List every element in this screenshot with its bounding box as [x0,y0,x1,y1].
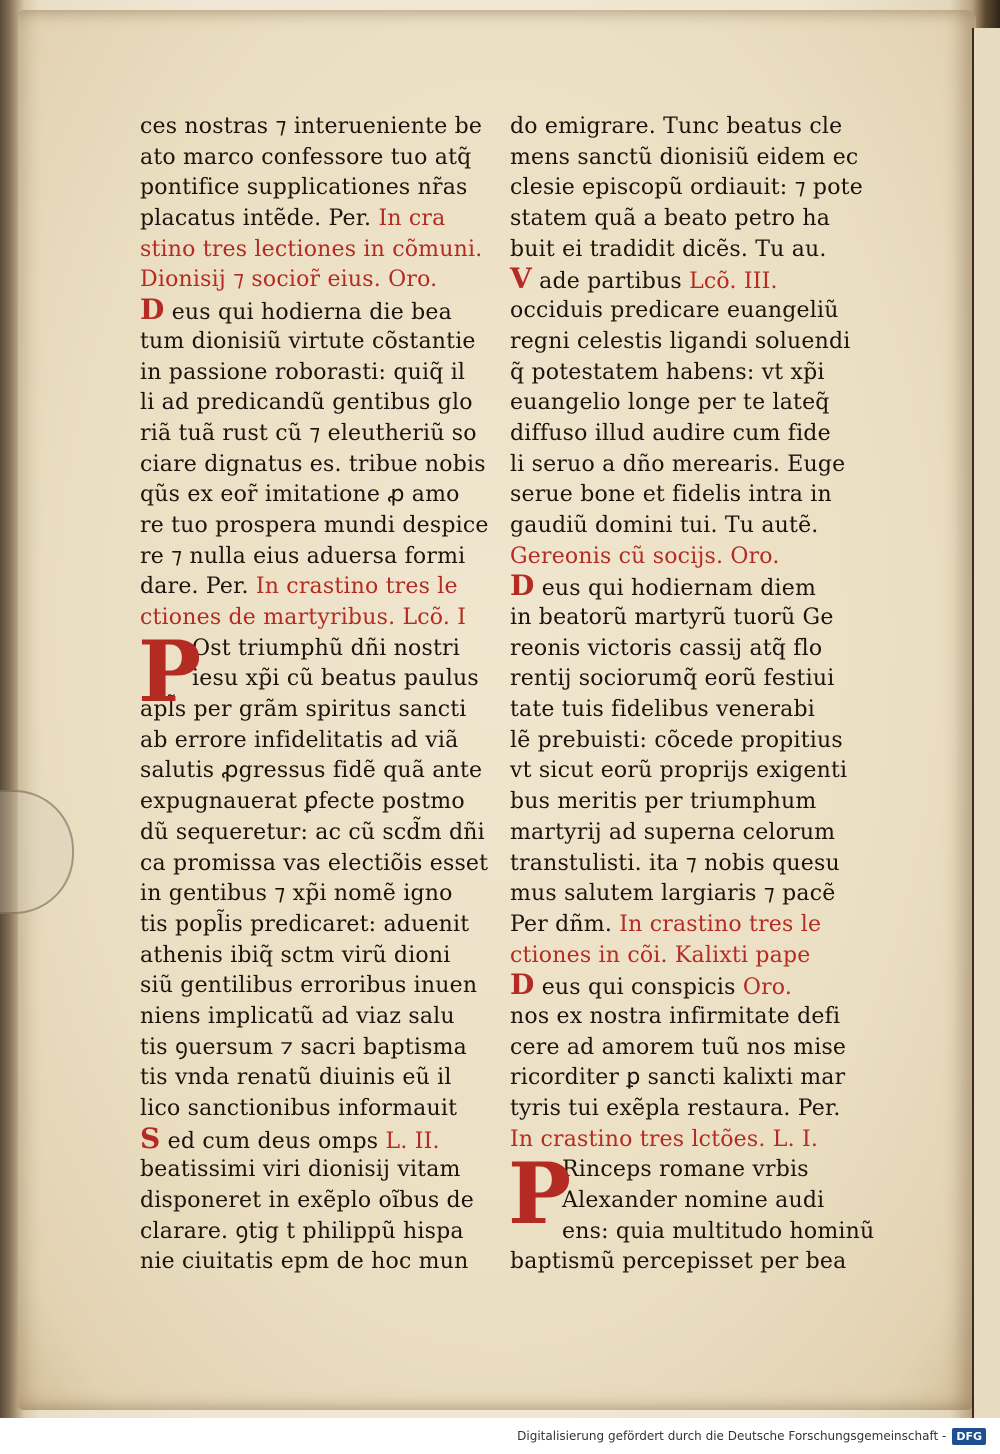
line-text: iesu xp̃i cũ beatus paulus [192,666,479,692]
line-text: re tuo prospera mundi despice [140,512,489,538]
rubric-text: In crastino tres le [619,911,822,937]
line-text: in gentibus ⁊ xp̃i nomẽ igno [140,881,453,907]
red-initial: D [510,569,535,603]
text-line [510,664,880,695]
text-line [140,1247,490,1278]
line-text: buit ei tradidit dicẽs. Tu au. [510,236,827,262]
text-line [140,419,490,450]
rubric-line: Dionisij ⁊ socior̃ eius. Oro. [140,267,438,293]
line-text: tis ꝯuersum ⁊ sacri baptisma [140,1034,467,1060]
rubric-line: Gereonis cũ socijs. Oro. [510,543,780,569]
text-line [510,358,880,389]
text-line [140,756,490,787]
text-line [140,1155,490,1186]
line-text: in beatorũ martyrũ tuorũ Ge [510,605,834,630]
text-line [510,818,880,849]
line-text: transtulisti. ita ⁊ nobis quesu [510,850,840,876]
line-text: niens implicatũ ad viaz salu [140,1003,455,1029]
text-line [510,112,880,143]
line-text: Ost triumphũ dñi nostri [192,635,460,661]
line-text: serue bone et fidelis intra in [510,482,832,508]
rubric-text: L. II. [385,1128,440,1154]
line-text: euangelio longe per te lateq̃ [510,390,830,416]
text-line [510,695,880,726]
line-text: Per dñm. [510,911,613,937]
line-text: ces nostras ⁊ interueniente be [140,114,483,139]
text-line [140,572,490,603]
rubric-text: In crastino tres le [255,574,458,600]
line-text: clesie episcopũ ordiauit: ⁊ pote [510,175,863,201]
text-line [510,569,880,603]
rubric-line: In crastino tres lctões. L. I. [510,1126,819,1152]
line-text: Rinceps romane vrbis [562,1157,809,1183]
text-line [140,293,490,327]
text-line [510,235,880,266]
text-line [510,388,880,419]
text-line [510,879,880,910]
text-line [510,1002,880,1033]
text-line [140,849,490,880]
text-line [510,143,880,174]
text-line [140,1217,490,1248]
line-text: ed cum deus omps [167,1128,379,1154]
line-text: ato marco confessore tuo atq̃ [140,144,472,170]
line-text: lico sanctionibus informauit [140,1096,458,1121]
line-text: vt sicut eorũ proprijs exigenti [510,758,848,784]
text-line [510,262,880,296]
line-text: eus qui hodiernam diem [541,576,817,602]
text-line [140,941,490,972]
text-line [140,910,490,941]
text-line [140,726,490,757]
red-initial: S [140,1121,161,1155]
text-line [140,1063,490,1094]
line-text: regni celestis ligandi soluendi [510,328,851,354]
line-text: qũs ex eor̃ imitatione ꝓ amo [140,482,460,508]
text-line [140,265,490,296]
line-text: mens sanctũ dionisiũ eidem ec [510,144,859,170]
text-line [510,542,880,573]
text-line [510,726,880,757]
line-text: tum dionisiũ virtute cõstantie [140,328,476,354]
text-line [510,910,880,941]
text-line [510,327,880,358]
red-initial: V [510,262,532,296]
text-line [140,818,490,849]
text-line [140,173,490,204]
text-line [140,1002,490,1033]
text-line [510,1247,880,1278]
line-text: tate tuis fidelibus venerabi [510,697,816,723]
footer-credit: Digitalisierung gefördert durch die Deutsche Forschungsgemeinschaft - [517,1429,947,1443]
line-text: diffuso illud audire cum fide [510,420,831,446]
rubric-line: stino tres lectiones in cõmuni. [140,236,483,262]
line-text: tis vnda renatũ diuinis eũ il [140,1065,452,1091]
line-text: pontifice supplicationes nr̃as [140,175,468,201]
line-text: expugnauerat ꝑfecte postmo [140,789,465,815]
text-line [510,450,880,481]
text-line [510,204,880,235]
line-text: clarare. ꝯtig t philippũ hispa [140,1218,464,1244]
text-line [140,204,490,235]
red-initial: D [510,968,535,1002]
line-text: beatissimi viri dionisij vitam [140,1157,461,1183]
line-text: cere ad amorem tuũ nos mise [510,1034,847,1060]
line-text: bus meritis per triumphum [510,789,817,815]
text-line [510,1063,880,1094]
line-text: eus qui conspicis [541,975,736,1001]
text-line [140,143,490,174]
text-line [510,1094,880,1125]
red-initial: D [140,293,165,327]
line-text: ade partibus [539,269,682,295]
line-text: gaudiũ domini tui. Tu autẽ. [510,512,819,538]
line-text: salutis ꝓgressus fidẽ quã ante [140,758,483,784]
text-line [510,296,880,327]
line-text: eus qui hodierna die bea [171,300,452,326]
text-line [140,1033,490,1064]
line-text: nie ciuitatis epm de hoc mun [140,1249,469,1275]
text-line [510,968,880,1002]
line-text: dare. Per. [140,574,249,600]
text-line [140,450,490,481]
rubric-line: ctiones de martyribus. Lcõ. I [140,605,467,630]
line-text: ciare dignatus es. tribue nobis [140,451,486,477]
line-text: dũ sequeretur: ac cũ scd̃m dñi [140,819,485,845]
text-line [140,542,490,573]
line-text: apl̃s per grãm spiritus sancti [140,697,467,723]
right-text-column [510,112,880,1278]
line-text: re ⁊ nulla eius aduersa formi [140,543,466,569]
line-text: li ad predicandũ gentibus glo [140,390,473,416]
text-line [510,511,880,542]
line-text: martyrij ad superna celorum [510,819,836,845]
line-text: ca promissa vas electiõis esset [140,850,489,876]
text-line [140,1121,490,1156]
text-line [510,173,880,204]
facing-leaf-edge [972,28,1000,1418]
text-line [510,787,880,818]
text-line [140,511,490,542]
text-line [140,327,490,358]
line-text: siũ gentilibus erroribus inuen [140,973,478,999]
dfg-logo: DFG [952,1428,986,1445]
line-text: athenis ibiq̃ sctm virũ dioni [140,942,451,968]
rubric-text: In cra [378,206,446,232]
line-text: mus salutem largiaris ⁊ pacẽ [510,881,836,907]
text-line [510,849,880,880]
text-line [510,756,880,787]
text-line [510,603,880,634]
line-text: ricorditer ꝑ sancti kalixti mar [510,1065,846,1091]
text-line [140,235,490,266]
left-text-column [140,112,490,1278]
line-text: rentij sociorumq̃ eorũ festiui [510,666,835,692]
text-line [510,941,880,972]
line-text: nos ex nostra infirmitate defi [510,1003,841,1029]
text-line [140,1094,490,1125]
text-line [140,787,490,818]
text-line [140,879,490,910]
line-text: do emigrare. Tunc beatus cle [510,114,843,139]
line-text: ab errore infidelitatis ad viã [140,727,459,753]
red-drop-initial: P [508,1143,572,1243]
rubric-line: ctiones in cõi. Kalixti pape [510,942,811,968]
line-text: reonis victoris cassij atq̃ flo [510,635,823,661]
line-text: placatus intẽde. Per. [140,206,372,232]
text-line [140,358,490,389]
text-line [510,419,880,450]
rubric-text: Lcõ. III. [689,269,778,295]
line-text: li seruo a dño merearis. Euge [510,451,846,477]
line-text: statem quã a beato petro ha [510,206,831,232]
line-text: riã tuã rust cũ ⁊ eleutheriũ so [140,420,477,446]
line-text: disponeret in exẽplo oĩbus de [140,1188,475,1214]
text-line [140,971,490,1002]
line-text: occiduis predicare euangeliũ [510,298,839,324]
text-line [140,1186,490,1217]
line-text: Alexander nomine audi [562,1188,825,1214]
digitization-footer [0,1418,1000,1454]
red-drop-initial: P [138,621,202,721]
line-text: in passione roborasti: quiq̃ il [140,359,466,385]
line-text: lẽ prebuisti: cõcede propitius [510,727,843,753]
rubric-text: Oro. [742,975,793,1001]
line-text: baptismũ percepisset per bea [510,1249,847,1275]
line-text: tis popl̃is predicaret: aduenit [140,911,470,937]
line-text: ens: quia multitudo hominũ [562,1218,875,1244]
text-line [140,112,490,143]
text-line [140,480,490,511]
line-text: tyris tui exẽpla restaura. Per. [510,1096,841,1121]
text-line [510,634,880,665]
text-line [140,388,490,419]
text-line [510,1033,880,1064]
line-text: q̃ potestatem habens: vt xp̃i [510,359,825,385]
text-line [510,480,880,511]
